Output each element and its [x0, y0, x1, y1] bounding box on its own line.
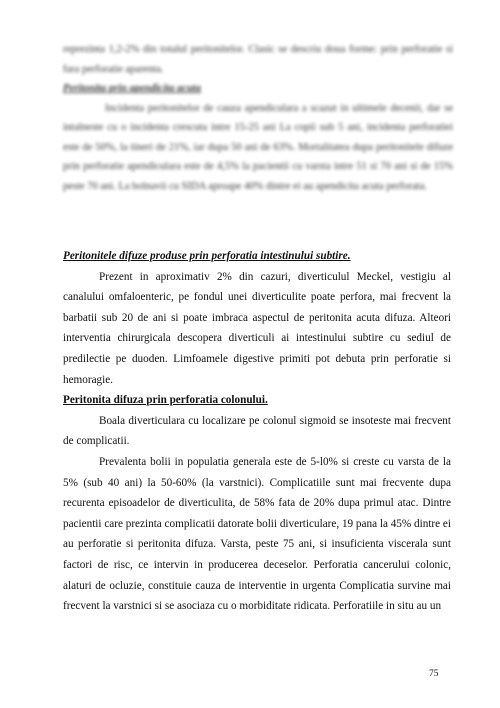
page-number: 75 — [429, 669, 439, 679]
blurred-intro-text: reprezinta 1,2-2% din totalul peritonitelor. Clasic se descriu doua forme: prin perforatie si fara perforatie aparenta. — [63, 44, 453, 75]
blurred-top-section — [63, 40, 453, 196]
blurred-paragraph: Incidenta peritonitelor de cauza apendiculara a scazut in ultimele decenii, dar se intalneste cu o incidenta crescuta intre 15-25 ani La copii sub 5 ani, incidenta perforatiei este de 50%, la tineri de 21%, iar dupa 50 ani de 63%. Mortalitatea dupa peritonitele difuze prin perforatie apendiculara este de 4,5% la pacientii cu varsta intre 51 si 70 ani si de 15% peste 70 ani. La bolnavii cu SIDA aproape 40% dintre ei au apendicita acuta perforata. — [63, 102, 453, 192]
paragraph-prevalence: Prevalenta bolii in populatia generala este de 5-l0% si creste cu varsta de la 5% (sub 40 ani) la 50-60% (la varstnici). Complicatiile sunt mai frecvente dupa recurenta episoadelor de diverticulita, de 58% fata de 20% dupa primul atac. Dintre pacientii care prezinta complicatii datorate bolii diverticulare, 19 pana la 45% dintre ei au perforatie si peritonita difuza. Varsta, peste 75 ani, si insuficienta viscerala sunt factori de risc, ce intervin in producerea deceselor. Perforatia cancerului colonic, alaturi de ocluzie, constituie cauza de interventie in urgenta Complicatia survine mai frecvent la varstnici si se asociaza cu o morbiditate ridicata. Perforatiile in situ au un — [63, 455, 451, 613]
blurred-heading: Peritonita prin apendicita acuta — [63, 83, 201, 94]
section-heading-colon: Peritonita difuza prin perforatia colonului. — [63, 394, 268, 407]
main-text — [63, 246, 451, 617]
section-heading-small-intestine: Peritonitele difuze produse prin perforatia intestinului subtire. — [63, 250, 351, 262]
paragraph-meckel: Prezent in aproximativ 2% din cazuri, diverticulul Meckel, vestigiu al canalului omfaloenteric, pe fondul unei diverticulite poate perfora, mai frecvent la barbatii sub 20 de ani si poate imbraca aspectul de peritonita acuta difuza. Alteori interventia chirurgicala descopera diverticuli ai intestinului subtire cu sediul de predilectie pe duoden. Limfoamele digestive primiti pot debuta prin perforatie si hemoragie. — [63, 270, 451, 386]
paragraph-diverticular: Boala diverticulara cu localizare pe colonul sigmoid se insoteste mai frecvent de complicatii. — [63, 414, 451, 448]
